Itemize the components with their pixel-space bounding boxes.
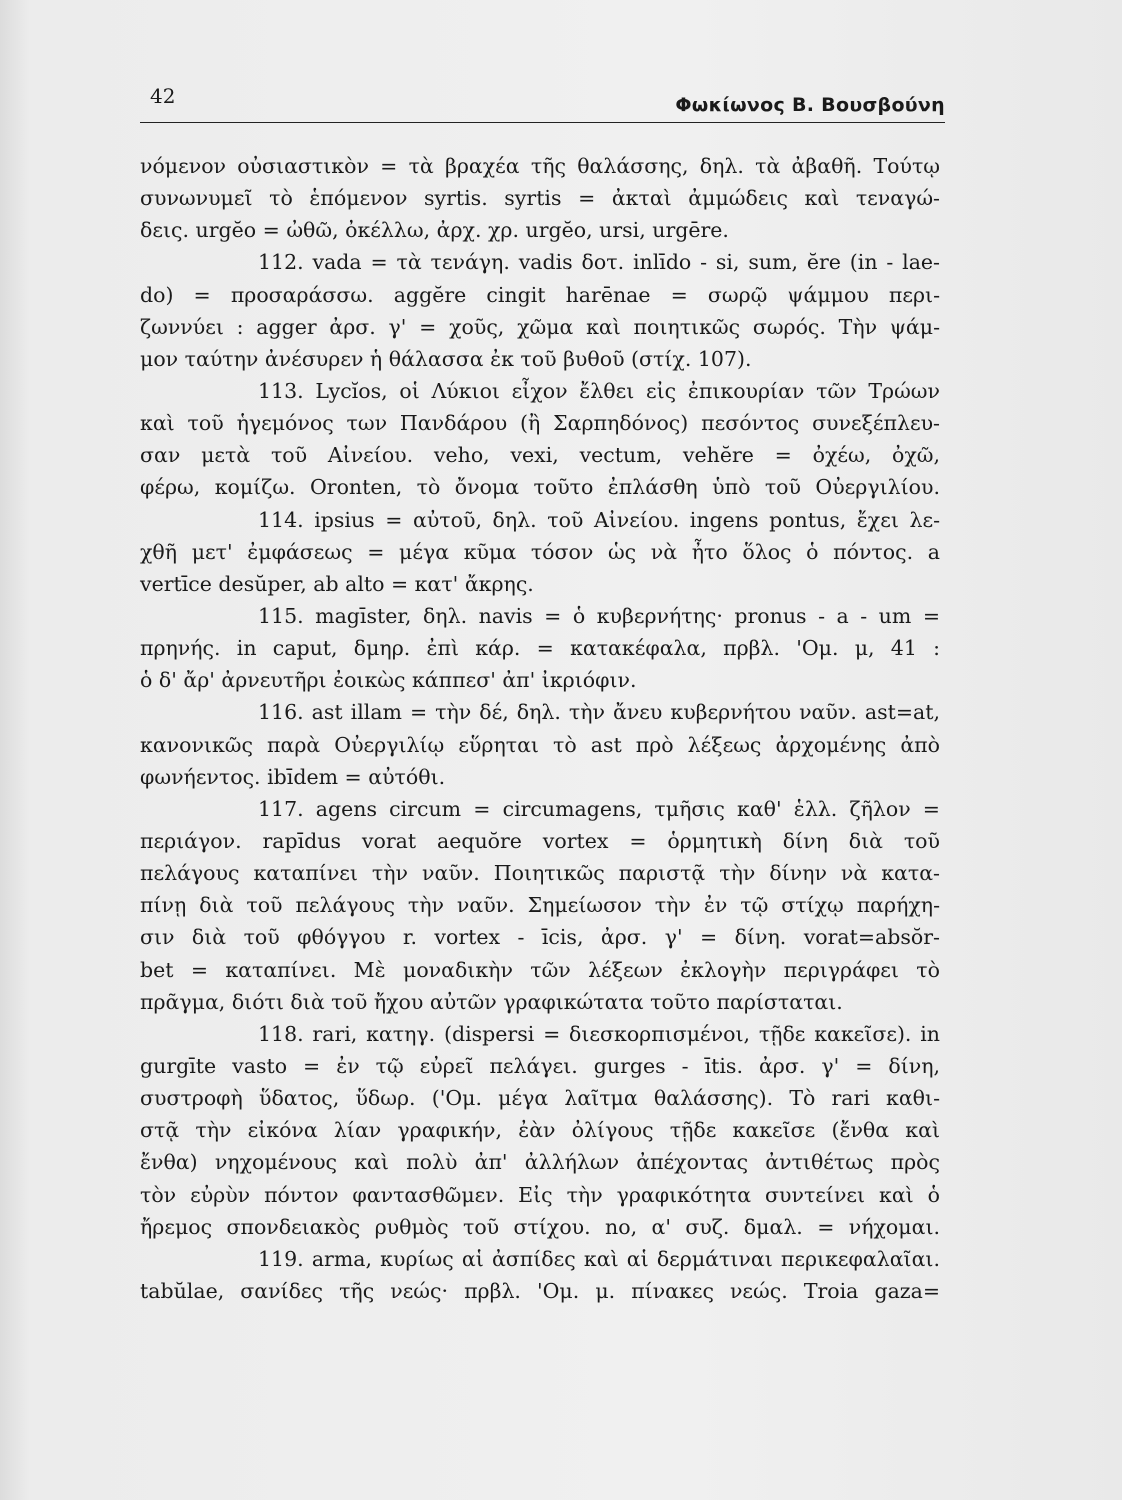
text-line: σιν διὰ τοῦ φθόγγου r. vortex - īcis, ἀρσ. γ' = δίνη. vorat=absŏr- — [140, 925, 940, 950]
text-line: πελάγους καταπίνει τὴν ναῦν. Ποιητικῶς παριστᾷ τὴν δίνην νὰ κατα- — [140, 861, 940, 886]
page-number: 42 — [150, 84, 176, 108]
text-line: vertīce desŭper, ab alto = κατ' ἄκρης. — [140, 571, 534, 596]
text-line: 113. Lycĭos, οἱ Λύκιοι εἶχον ἔλθει εἰς ἐπικουρίαν τῶν Τρώων — [258, 378, 940, 403]
text-line: 115. magīster, δηλ. navis = ὁ κυβερνήτης· pronus - a - um = — [258, 603, 940, 628]
text-line: πρηνής. in caput, δμηρ. ἐπὶ κάρ. = κατακέφαλα, πρβλ. 'Ομ. μ, 41 : — [140, 636, 940, 661]
text-line: στᾷ τὴν εἰκόνα λίαν γραφικήν, ἐὰν ὀλίγους τῇδε κακεῖσε (ἔνθα καὶ — [140, 1118, 940, 1143]
text-line: gurgīte vasto = ἐν τῷ εὐρεῖ πελάγει. gurges - ītis. ἀρσ. γ' = δίνη, — [140, 1053, 940, 1078]
text-line: 114. ipsius = αὐτοῦ, δηλ. τοῦ Αἰνείου. ingens pontus, ἔχει λε- — [258, 507, 940, 532]
text-line: μον ταύτην ἀνέσυρεν ἡ θάλασσα ἐκ τοῦ βυθοῦ (στίχ. 107). — [140, 346, 752, 371]
text-line: 119. arma, κυρίως αἱ ἀσπίδες καὶ αἱ δερμάτιναι περικεφαλαῖαι. — [258, 1246, 940, 1271]
text-line: 112. vada = τὰ τενάγη. vadis δοτ. inlīdo - si, sum, ĕre (in - lae- — [258, 250, 940, 275]
text-line: συνωνυμεῖ τὸ ἑπόμενον syrtis. syrtis = ἀκταὶ ἀμμώδεις καὶ τεναγώ- — [140, 186, 940, 211]
text-line: ὁ δ' ἄρ' ἀρνευτῆρι ἐοικὼς κάππεσ' ἀπ' ἰκριόφιν. — [140, 668, 637, 693]
text-line: καὶ τοῦ ἡγεμόνος των Πανδάρου (ἢ Σαρπηδόνος) πεσόντος συνεξέπλευ- — [140, 411, 940, 436]
text-line: χθῆ μετ' ἐμφάσεως = μέγα κῦμα τόσον ὡς νὰ ἦτο ὅλος ὁ πόντος. a — [140, 539, 940, 564]
text-line: δεις. urgĕo = ὠθῶ, ὀκέλλω, ἀρχ. χρ. urgĕo, ursi, urgēre. — [140, 218, 729, 243]
text-line: περιάγον. rapīdus vorat aequŏre vortex = ὁρμητικὴ δίνη διὰ τοῦ — [140, 828, 940, 853]
text-line: νόμενον οὐσιαστικὸν = τὰ βραχέα τῆς θαλάσσης, δηλ. τὰ ἀβαθῆ. Τούτῳ — [140, 154, 940, 178]
text-line: κανονικῶς παρὰ Οὐεργιλίῳ εὕρηται τὸ ast πρὸ λέξεως ἀρχομένης ἀπὸ — [140, 732, 940, 757]
text-line: πρᾶγμα, διότι διὰ τοῦ ἤχου αὐτῶν γραφικώτατα τοῦτο παρίσταται. — [140, 989, 843, 1014]
text-line: do) = προσαράσσω. aggĕre cingit harēnae = σωρῷ ψάμμου περι- — [140, 282, 940, 307]
text-line: πίνῃ διὰ τοῦ πελάγους τὴν ναῦν. Σημείωσον τὴν ἐν τῷ στίχῳ παρήχη- — [140, 893, 940, 918]
text-line: ζωννύει : agger ἀρσ. γ' = χοῦς, χῶμα καὶ ποιητικῶς σωρός. Τὴν ψάμ- — [140, 314, 940, 339]
text-line: tabŭlae, σανίδες τῆς νεώς· πρβλ. 'Ομ. μ. πίνακες νεώς. Troia gaza= — [140, 1278, 940, 1303]
text-line: ἔνθα) νηχομένους καὶ πολὺ ἀπ' ἀλλήλων ἀπέχοντας ἀντιθέτως πρὸς — [140, 1150, 940, 1175]
commentary-text — [140, 150, 940, 1307]
text-line: 117. agens circum = circumagens, τμῆσις καθ' ἑλλ. ζῆλον = — [258, 796, 940, 821]
text-line: συστροφὴ ὕδατος, ὕδωρ. ('Ομ. μέγα λαῖτμα θαλάσσης). Τὸ rari καθι- — [140, 1086, 940, 1111]
text-line: φέρω, κομίζω. Oronten, τὸ ὄνομα τοῦτο ἐπλάσθη ὑπὸ τοῦ Οὐεργιλίου. — [140, 475, 940, 500]
text-line: 116. ast illam = τὴν δέ, δηλ. τὴν ἄνευ κυβερνήτου ναῦν. ast=at, — [258, 700, 940, 725]
text-line: τὸν εὐρὺν πόντον φαντασθῶμεν. Εἰς τὴν γραφικότητα συντείνει καὶ ὁ — [140, 1182, 940, 1207]
running-head: Φωκίωνος Β. Βουσβούνη — [675, 94, 945, 116]
text-line: σαν μετὰ τοῦ Αἰνείου. veho, vexi, vectum, vehĕre = ὀχέω, ὀχῶ, — [140, 443, 940, 468]
text-line: bet = καταπίνει. Μὲ μοναδικὴν τῶν λέξεων ἐκλογὴν περιγράφει τὸ — [140, 957, 940, 982]
text-line: φωνήεντος. ibīdem = αὐτόθι. — [140, 764, 446, 789]
text-line: ἤρεμος σπονδειακὸς ρυθμὸς τοῦ στίχου. no, α' συζ. δμαλ. = νήχομαι. — [140, 1214, 940, 1239]
text-line: 118. rari, κατηγ. (dispersi = διεσκορπισμένοι, τῇδε κακεῖσε). in — [258, 1021, 940, 1046]
page-header — [140, 82, 945, 123]
